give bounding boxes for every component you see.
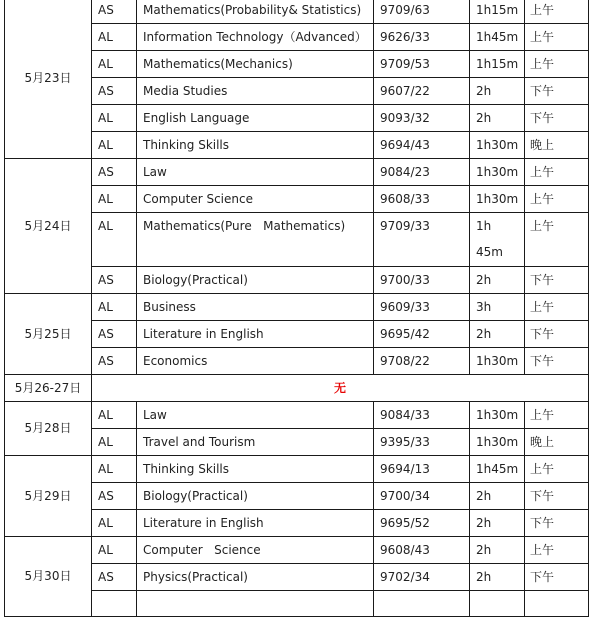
session-cell: 下午 [525, 563, 589, 590]
duration-cell: 3h [470, 293, 525, 320]
duration-cell: 2h [470, 536, 525, 563]
session-cell: 上午 [525, 186, 589, 213]
duration-cell: 1h45m [470, 455, 525, 482]
duration-cell: 1h30m [470, 132, 525, 159]
duration-cell: 2h [470, 482, 525, 509]
level-cell: AL [92, 186, 137, 213]
exam-date-cell: 5月23日 [5, 0, 92, 159]
level-cell: AL [92, 51, 137, 78]
exam-date-cell: 5月28日 [5, 401, 92, 455]
table-row [5, 51, 589, 78]
duration-cell: 2h [470, 266, 525, 293]
level-cell: AS [92, 482, 137, 509]
level-cell: AS [92, 320, 137, 347]
session-cell: 下午 [525, 347, 589, 374]
subject-cell: Law [137, 159, 374, 186]
code-cell: 9084/33 [374, 401, 470, 428]
code-cell: 9700/33 [374, 266, 470, 293]
subject-cell: Literature in English [137, 320, 374, 347]
duration-text: 1h 45m [476, 219, 503, 259]
subject-cell: Economics [137, 347, 374, 374]
subject-cell: Information Technology（Advanced） [137, 24, 374, 51]
subject-cell: Biology(Practical) [137, 266, 374, 293]
subject-cell: Literature in English [137, 509, 374, 536]
table-row [5, 401, 589, 428]
session-cell: 下午 [525, 509, 589, 536]
subject-cell: Biology(Practical) [137, 482, 374, 509]
subject-cell: Thinking Skills [137, 132, 374, 159]
table-row [5, 213, 589, 267]
session-cell: 晚上 [525, 132, 589, 159]
code-cell: 9608/33 [374, 186, 470, 213]
duration-cell [470, 590, 525, 617]
table-row [5, 0, 589, 24]
duration-cell: 2h [470, 78, 525, 105]
code-cell: 9395/33 [374, 428, 470, 455]
level-cell: AS [92, 78, 137, 105]
code-cell: 9709/63 [374, 0, 470, 24]
subject-cell: Media Studies [137, 78, 374, 105]
code-cell: 9709/33 [374, 213, 470, 267]
exam-date-cell: 5月26-27日 [5, 374, 92, 401]
level-cell: AS [92, 347, 137, 374]
no-exam-label: 无 [92, 374, 589, 401]
duration-cell: 1h30m [470, 401, 525, 428]
level-cell: AL [92, 509, 137, 536]
code-cell: 9626/33 [374, 24, 470, 51]
table-row [5, 105, 589, 132]
level-cell: AS [92, 159, 137, 186]
subject-cell [137, 590, 374, 617]
duration-cell: 1h15m [470, 51, 525, 78]
subject-cell: Thinking Skills [137, 455, 374, 482]
subject-cell: Mathematics(Mechanics) [137, 51, 374, 78]
code-cell: 9093/32 [374, 105, 470, 132]
duration-cell: 1h15m [470, 0, 525, 24]
session-cell: 上午 [525, 159, 589, 186]
duration-cell: 2h [470, 105, 525, 132]
table-row [5, 186, 589, 213]
level-cell: AS [92, 266, 137, 293]
code-cell: 9695/42 [374, 320, 470, 347]
code-cell: 9708/22 [374, 347, 470, 374]
table-row [5, 482, 589, 509]
exam-schedule-table [4, 0, 589, 617]
level-cell: AS [92, 563, 137, 590]
table-row [5, 347, 589, 374]
exam-date-cell: 5月29日 [5, 455, 92, 536]
session-cell: 下午 [525, 105, 589, 132]
level-cell: AL [92, 536, 137, 563]
code-cell: 9609/33 [374, 293, 470, 320]
level-cell: AS [92, 0, 137, 24]
subject-cell: Travel and Tourism [137, 428, 374, 455]
subject-cell: English Language [137, 105, 374, 132]
duration-cell: 1h45m [470, 24, 525, 51]
subject-cell: Law [137, 401, 374, 428]
duration-cell: 1h30m [470, 428, 525, 455]
subject-cell: Computer Science [137, 186, 374, 213]
code-cell: 9084/23 [374, 159, 470, 186]
duration-cell: 1h30m [470, 186, 525, 213]
code-cell: 9608/43 [374, 536, 470, 563]
table-row [5, 266, 589, 293]
level-cell: AL [92, 24, 137, 51]
table-row [5, 132, 589, 159]
session-cell: 上午 [525, 24, 589, 51]
code-cell: 9700/34 [374, 482, 470, 509]
code-cell: 9694/13 [374, 455, 470, 482]
level-cell: AL [92, 213, 137, 267]
table-row [5, 536, 589, 563]
table-row [5, 455, 589, 482]
level-cell: AL [92, 293, 137, 320]
session-cell: 上午 [525, 293, 589, 320]
code-cell: 9702/34 [374, 563, 470, 590]
session-cell: 上午 [525, 536, 589, 563]
code-cell: 9695/52 [374, 509, 470, 536]
code-cell: 9607/22 [374, 78, 470, 105]
exam-date-cell: 5月24日 [5, 159, 92, 294]
level-cell [92, 590, 137, 617]
table-row [5, 428, 589, 455]
session-cell [525, 590, 589, 617]
session-cell: 上午 [525, 0, 589, 24]
code-cell: 9709/53 [374, 51, 470, 78]
session-cell: 上午 [525, 51, 589, 78]
table-row [5, 563, 589, 590]
duration-cell: 1h30m [470, 159, 525, 186]
table-row [5, 374, 589, 401]
subject-cell: Computer Science [137, 536, 374, 563]
level-cell: AL [92, 132, 137, 159]
level-cell: AL [92, 401, 137, 428]
table-row [5, 24, 589, 51]
duration-cell [470, 213, 525, 267]
session-cell: 下午 [525, 78, 589, 105]
session-cell: 上午 [525, 455, 589, 482]
table-row [5, 78, 589, 105]
session-cell: 下午 [525, 320, 589, 347]
subject-cell: Mathematics(Pure Mathematics) [137, 213, 374, 267]
table-row [5, 320, 589, 347]
level-cell: AL [92, 428, 137, 455]
code-cell: 9694/43 [374, 132, 470, 159]
duration-cell: 1h30m [470, 347, 525, 374]
code-cell [374, 590, 470, 617]
exam-date-cell: 5月30日 [5, 536, 92, 617]
session-cell: 下午 [525, 266, 589, 293]
table-row [5, 293, 589, 320]
subject-cell: Business [137, 293, 374, 320]
session-cell: 上午 [525, 401, 589, 428]
subject-cell: Mathematics(Probability& Statistics) [137, 0, 374, 24]
session-cell: 晚上 [525, 428, 589, 455]
level-cell: AL [92, 455, 137, 482]
duration-cell: 2h [470, 320, 525, 347]
duration-cell: 2h [470, 509, 525, 536]
table-row [5, 159, 589, 186]
table-row [5, 590, 589, 617]
table-row [5, 509, 589, 536]
session-cell: 下午 [525, 482, 589, 509]
subject-cell: Physics(Practical) [137, 563, 374, 590]
exam-date-cell: 5月25日 [5, 293, 92, 374]
duration-cell: 2h [470, 563, 525, 590]
level-cell: AL [92, 105, 137, 132]
session-cell: 上午 [525, 213, 589, 267]
